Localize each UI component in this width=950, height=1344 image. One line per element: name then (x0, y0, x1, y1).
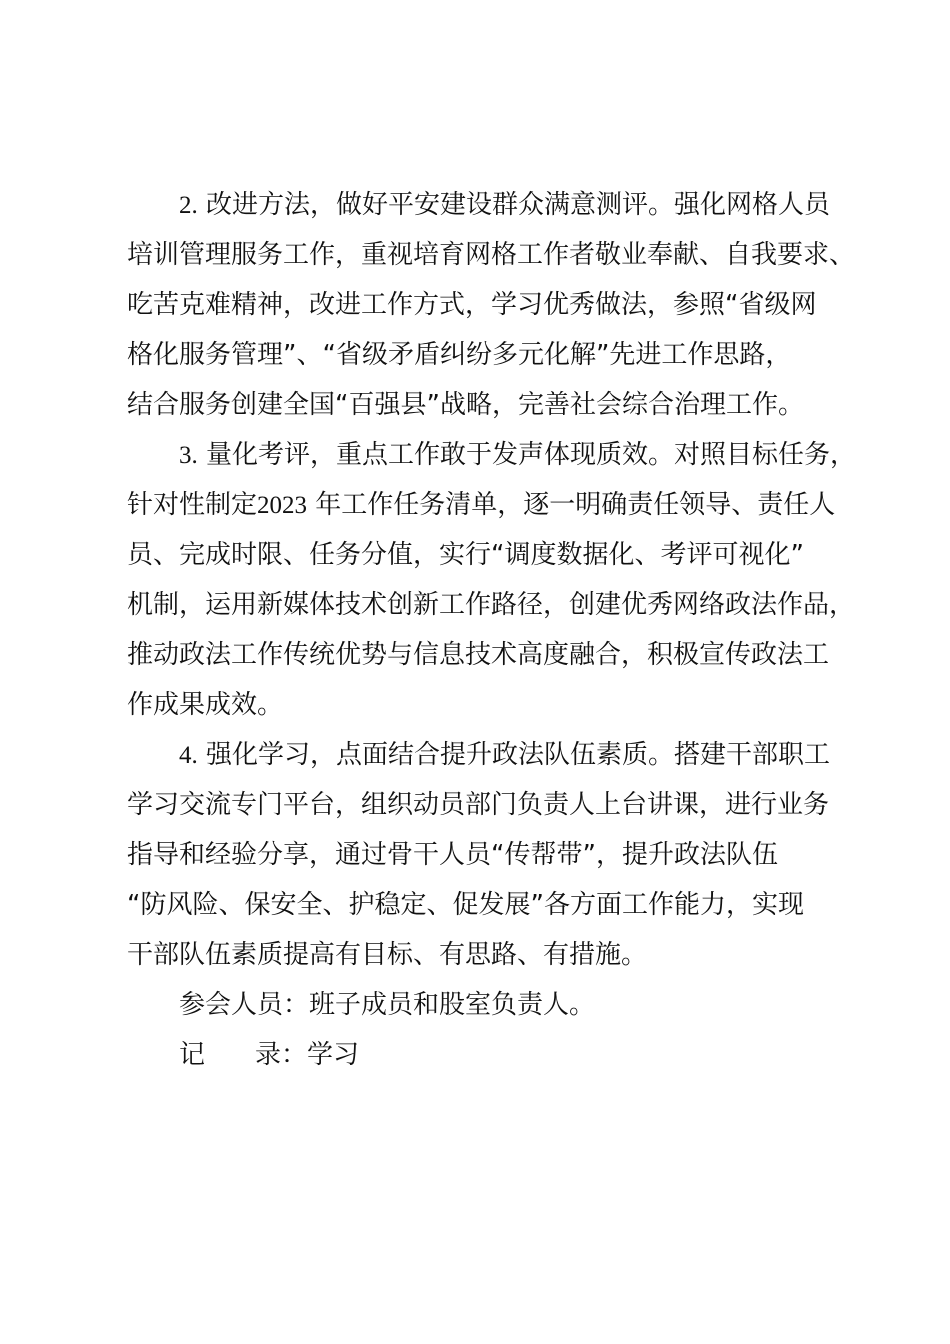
paragraph-2-line-4: 格化服务管理”、“省级矛盾纠纷多元化解”先进工作思路， (127, 340, 792, 370)
paragraph-4-line-2: 学习交流专门平台，组织动员部门负责人上台讲课，进行业务 (127, 790, 830, 820)
paragraph-4-line-3: 指导和经验分享，通过骨干人员“传帮带”，提升政法队伍 (127, 840, 778, 870)
paragraph-2-line-1: 2. 改进方法，做好平安建设群众满意测评。强化网格人员 (179, 190, 831, 220)
paragraph-2-line-3: 吃苦克难精神，改进工作方式，学习优秀做法，参照“省级网 (127, 290, 817, 320)
paragraph-3-line-1: 3. 量化考评，重点工作敢于发声体现质效。对照目标任务， (179, 440, 857, 470)
paragraph-4-line-4: “防风险、保安全、护稳定、促发展”各方面工作能力，实现 (127, 890, 804, 920)
recorder-label-end: 录：学习 (255, 1040, 360, 1070)
paragraph-2-line-2: 培训管理服务工作，重视培育网格工作者敬业奉献、自我要求、 (127, 240, 856, 270)
recorder-line (179, 1030, 359, 1080)
recorder-label-start: 记 (179, 1040, 206, 1070)
paragraph-3-number: 3. (179, 442, 198, 469)
paragraph-3-line-5: 推动政法工作传统优势与信息技术高度融合，积极宣传政法工 (127, 640, 830, 670)
paragraph-2-line-5: 结合服务创建全国“百强县”战略，完善社会综合治理工作。 (127, 390, 804, 420)
paragraph-3-line-2: 针对性制定2023 年工作任务清单，逐一明确责任领导、责任人 (127, 490, 836, 520)
paragraph-4-line-5: 干部队伍素质提高有目标、有思路、有措施。 (127, 940, 648, 970)
paragraph-4-line-1: 4. 强化学习，点面结合提升政法队伍素质。搭建干部职工 (179, 740, 831, 770)
paragraph-3-line-4: 机制，运用新媒体技术创新工作路径，创建优秀网络政法作品， (127, 590, 856, 620)
paragraph-3-line-3: 员、完成时限、任务分值，实行“调度数据化、考评可视化” (127, 540, 804, 570)
paragraph-2-number: 2. (179, 192, 198, 219)
attendees-line: 参会人员：班子成员和股室负责人。 (179, 990, 596, 1020)
paragraph-4-number: 4. (179, 742, 198, 769)
paragraph-3-line-6: 作成果成效。 (127, 690, 284, 720)
year-value: 2023 (257, 492, 308, 519)
